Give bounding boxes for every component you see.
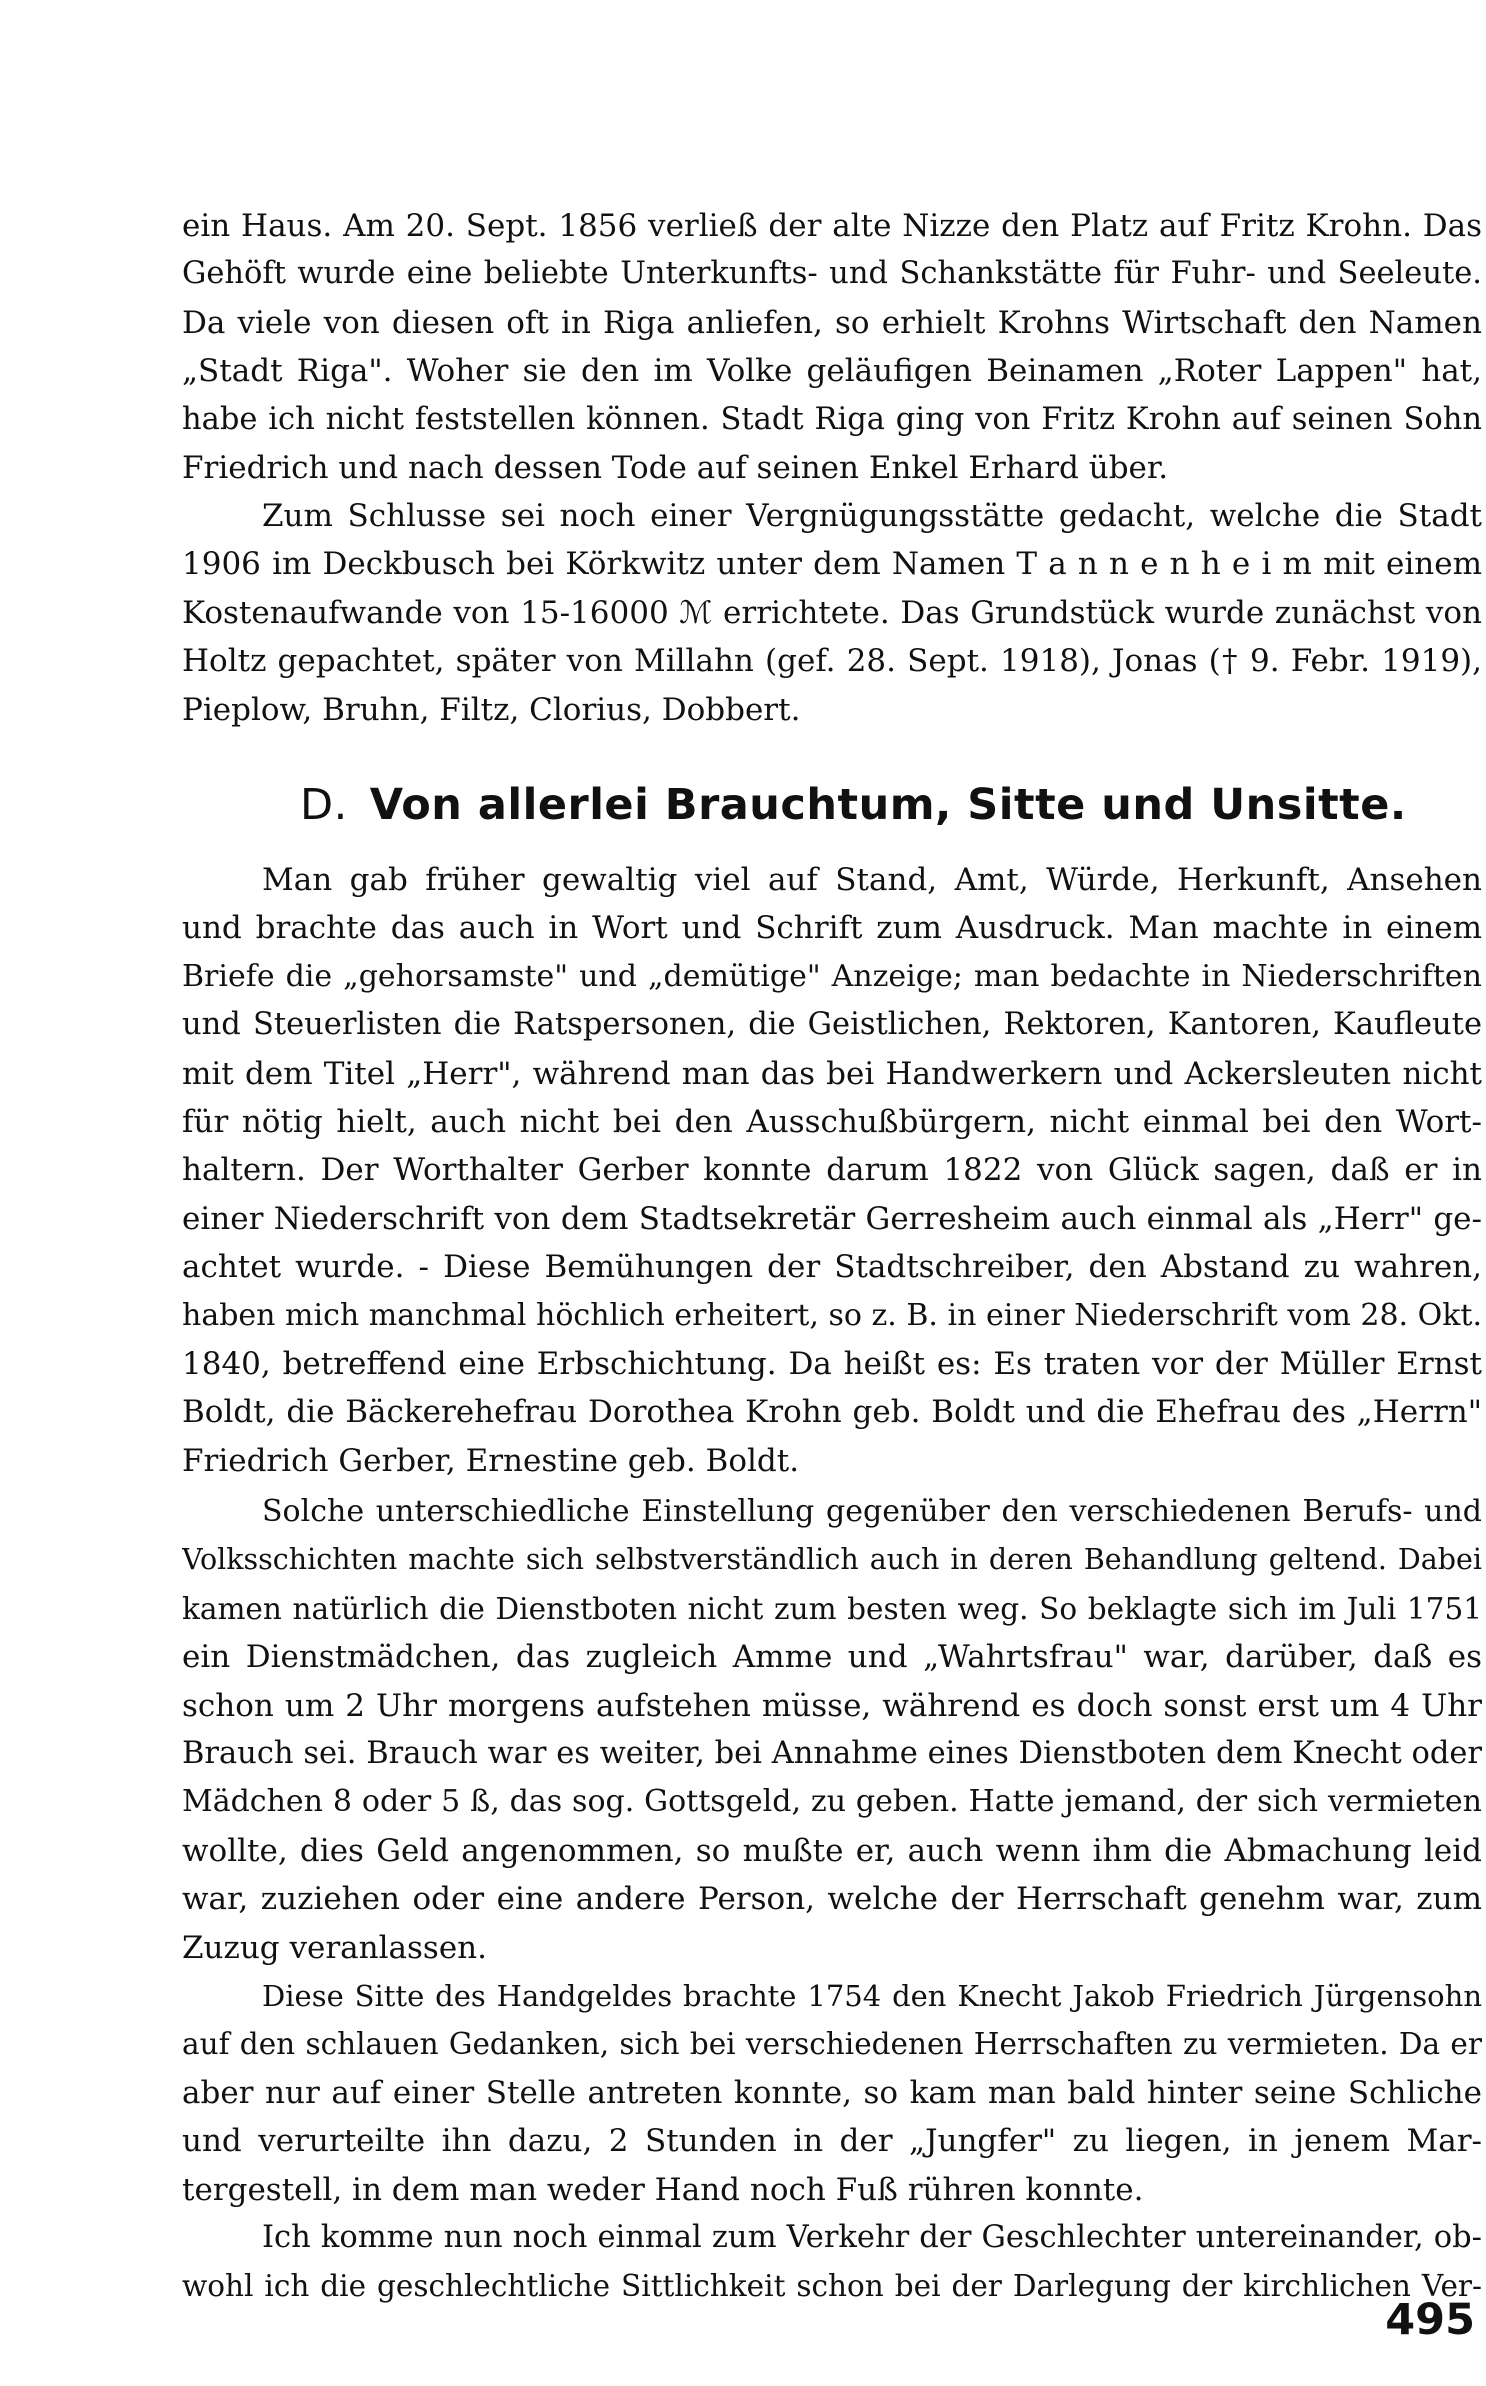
text-line: haltern. Der Worthalter Gerber konnte darum 1822 von Glück sagen, daß er in [182, 1152, 1482, 1189]
text-line: 1840, betreffend eine Erbschichtung. Da heißt es: Es traten vor der Müller Ernst [182, 1345, 1482, 1382]
paragraph-tannenheim [182, 492, 1482, 734]
text-line: tergestell, in dem man weder Hand noch Fuß rühren konnte. [182, 2171, 1144, 2208]
text-line: einer Niederschrift von dem Stadtsekretär Gerresheim auch einmal als „Herr" ge- [182, 1200, 1482, 1237]
text-line: habe ich nicht feststellen können. Stadt Riga ging von Fritz Krohn auf seinen Sohn [182, 401, 1482, 437]
text-line: Briefe die „gehorsamste" und „demütige" Anzeige; man bedachte in Niederschriften [182, 958, 1482, 994]
text-line: Da viele von diesen oft in Riga anliefen, so erhielt Krohns Wirtschaft den Namen [182, 304, 1482, 341]
text-line: Brauch sei. Brauch war es weiter, bei Annahme eines Dienstboten dem Knecht oder [182, 1735, 1482, 1771]
section-letter: D. [300, 780, 348, 830]
text-line: ein Dienstmädchen, das zugleich Amme und „Wahrtsfrau" war, darüber, daß es [182, 1639, 1482, 1676]
text-line: schon um 2 Uhr morgens aufstehen müsse, während es doch sonst erst um 4 Uhr [182, 1687, 1482, 1724]
text-line: Zuzug veranlassen. [182, 1929, 488, 1966]
text-line: Volksschichten machte sich selbstverständlich auch in deren Behandlung geltend. Dabei [182, 1543, 1482, 1577]
text-line: wohl ich die geschlechtliche Sittlichkeit schon bei der Darlegung der kirchlichen Ver- [182, 2269, 1482, 2304]
text-line: und brachte das auch in Wort und Schrift zum Ausdruck. Man machte in einem [182, 910, 1482, 947]
section-heading [300, 770, 1407, 840]
paragraph-handgeld [182, 1972, 1482, 2214]
text-line: auf den schlauen Gedanken, sich bei verschiedenen Herrschaften zu vermieten. Da er [182, 2027, 1482, 2062]
text-line: achtet wurde. - Diese Bemühungen der Stadtschreiber, den Abstand zu wahren, [182, 1249, 1482, 1286]
text-line: wollte, dies Geld angenommen, so mußte er, auch wenn ihm die Abmachung leid [182, 1832, 1482, 1869]
text-line: kamen natürlich die Dienstboten nicht zum besten weg. So beklagte sich im Juli 1751 [182, 1591, 1482, 1626]
paragraph-verkehr [182, 2214, 1482, 2311]
text-line: Mädchen 8 oder 5 ß, das sog. Gottsgeld, zu geben. Hatte jemand, der sich vermieten [182, 1784, 1482, 1820]
paragraph-stand [182, 856, 1482, 1485]
text-line: Pieplow, Bruhn, Filtz, Clorius, Dobbert. [182, 691, 801, 728]
text-line: mit dem Titel „Herr", während man das bei Handwerkern und Ackersleuten nicht [182, 1055, 1482, 1092]
text-line: Friedrich und nach dessen Tode auf seinen Enkel Erhard über. [182, 449, 1169, 486]
text-line: war, zuziehen oder eine andere Person, welche der Herrschaft genehm war, zum [182, 1881, 1482, 1918]
text-line: 1906 im Deckbusch bei Körkwitz unter dem Namen T a n n e n h e i m mit einem [182, 546, 1482, 583]
text-line: Zum Schlusse sei noch einer Vergnügungsstätte gedacht, welche die Stadt [262, 498, 1482, 534]
text-line: Holtz gepachtet, später von Millahn (gef. 28. Sept. 1918), Jonas († 9. Febr. 1919), [182, 643, 1482, 680]
text-line: Diese Sitte des Handgeldes brachte 1754 den Knecht Jakob Friedrich Jürgensohn [262, 1979, 1482, 2013]
text-line: ein Haus. Am 20. Sept. 1856 verließ der alte Nizze den Platz auf Fritz Krohn. Das [182, 208, 1482, 244]
text-line: Boldt, die Bäckerehefrau Dorothea Krohn geb. Boldt und die Ehefrau des „Herrn" [182, 1394, 1482, 1431]
text-line: aber nur auf einer Stelle antreten konnte, so kam man bald hinter seine Schliche [182, 2074, 1482, 2111]
text-line: und verurteilte ihn dazu, 2 Stunden in der „Jungfer" zu liegen, in jenem Mar- [182, 2123, 1482, 2160]
text-line: Gehöft wurde eine beliebte Unterkunfts- und Schankstätte für Fuhr- und Seeleute. [182, 256, 1482, 292]
page-number: 495 [1385, 2295, 1475, 2345]
paragraph-dienstboten [182, 1488, 1482, 1972]
text-line: Friedrich Gerber, Ernestine geb. Boldt. [182, 1442, 800, 1479]
text-line: Kostenaufwande von 15-16000 ℳ errichtete. Das Grundstück wurde zunächst von [182, 594, 1482, 631]
paragraph-stadt-riga [182, 202, 1482, 492]
text-line: Ich komme nun noch einmal zum Verkehr der Geschlechter untereinander, ob- [262, 2220, 1482, 2255]
text-line: Solche unterschiedliche Einstellung gegenüber den verschiedenen Berufs- und [262, 1494, 1482, 1529]
text-line: Man gab früher gewaltig viel auf Stand, Amt, Würde, Herkunft, Ansehen [262, 862, 1482, 898]
text-line: „Stadt Riga". Woher sie den im Volke geläufigen Beinamen „Roter Lappen" hat, [182, 353, 1482, 390]
text-line: für nötig hielt, auch nicht bei den Ausschußbürgern, nicht einmal bei den Wort- [182, 1103, 1482, 1140]
section-title: Von allerlei Brauchtum, Sitte und Unsitte. [369, 780, 1407, 830]
text-line: und Steuerlisten die Ratspersonen, die Geistlichen, Rektoren, Kantoren, Kaufleute [182, 1007, 1482, 1043]
text-line: haben mich manchmal höchlich erheitert, so z. B. in einer Niederschrift vom 28. Okt. [182, 1297, 1482, 1333]
